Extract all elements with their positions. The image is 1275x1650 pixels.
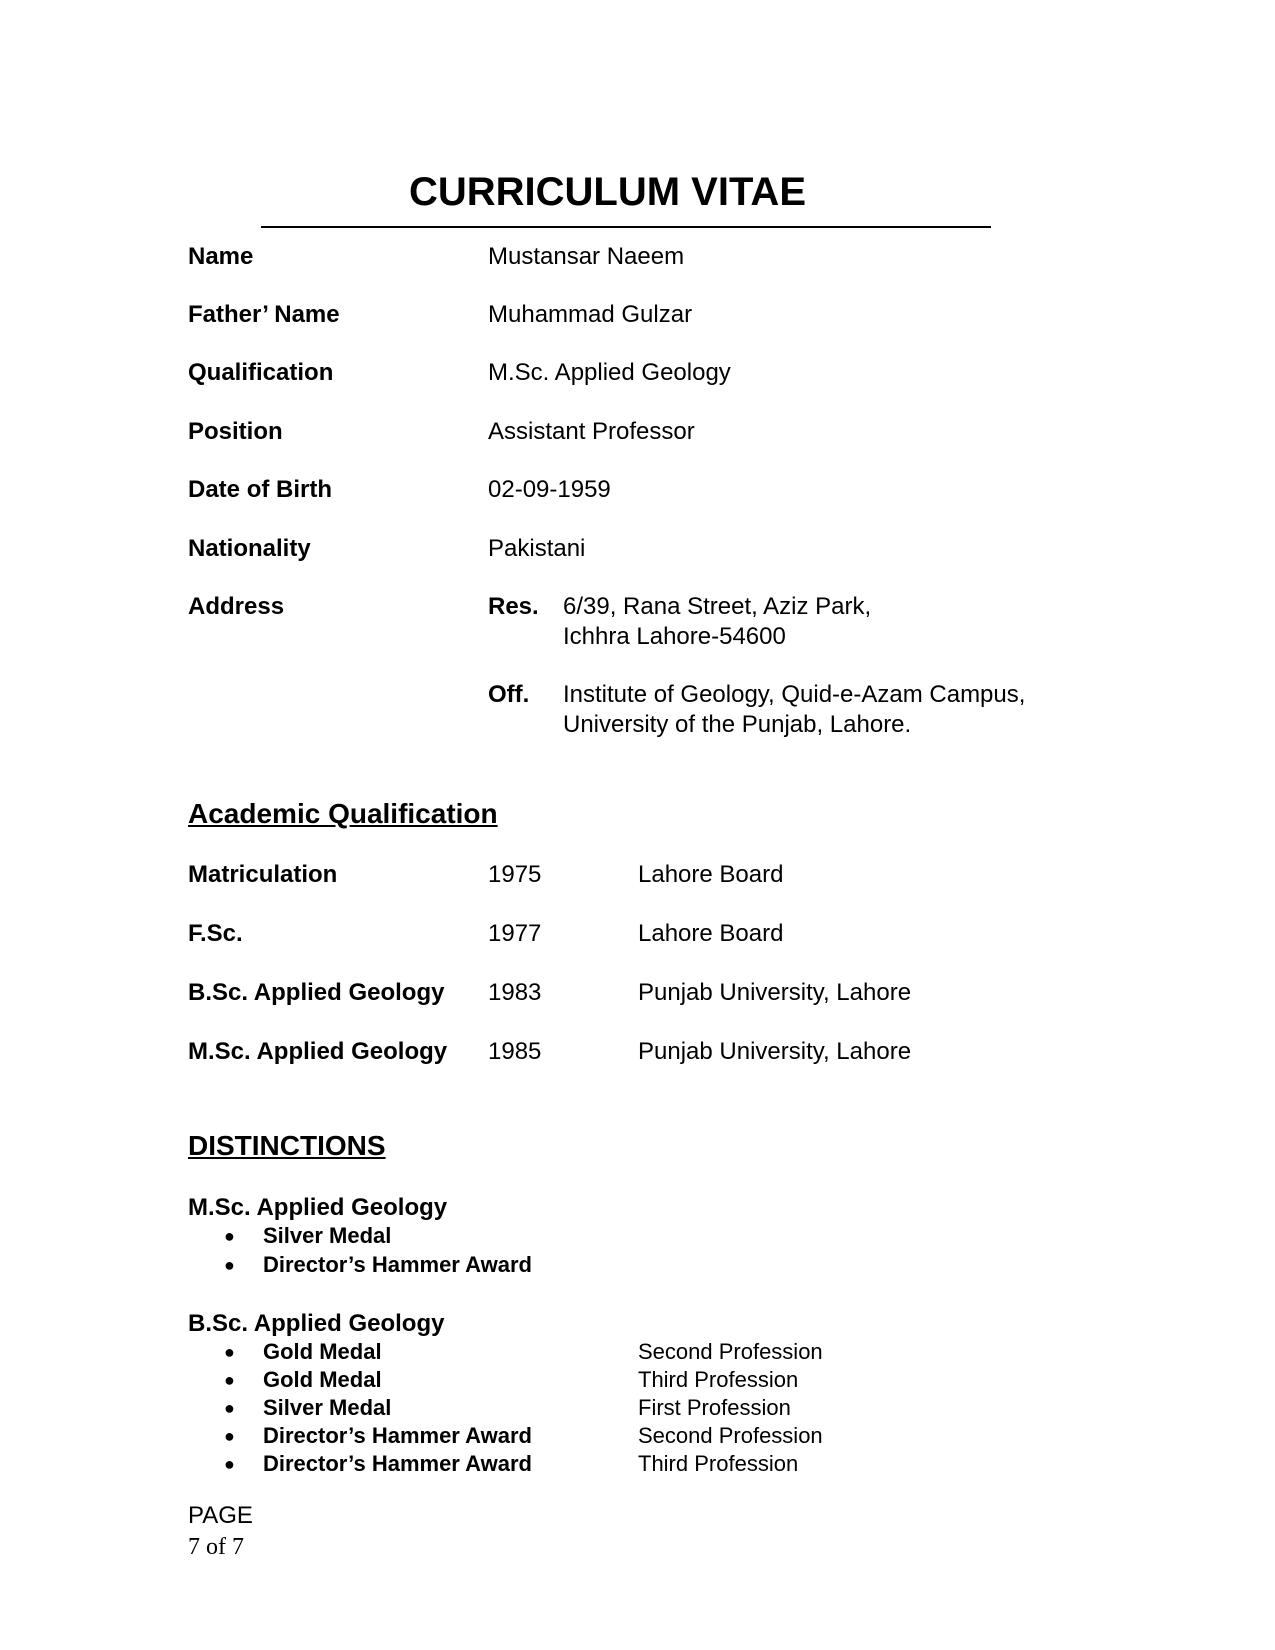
award-item: Director’s Hammer Award: [263, 1423, 532, 1448]
footer-page-number: 7 of 7: [188, 1534, 244, 1560]
bullet-icon: ●: [224, 1342, 235, 1362]
award-item: Director’s Hammer Award: [263, 1451, 532, 1476]
nationality-label: Nationality: [188, 535, 311, 562]
title-underline: [261, 226, 991, 228]
bullet-icon: ●: [224, 1255, 235, 1275]
dob-value: 02-09-1959: [488, 476, 611, 503]
qualification-value: M.Sc. Applied Geology: [488, 359, 731, 386]
office-line-1: Institute of Geology, Quid-e-Azam Campus,: [563, 681, 1026, 708]
board-cell: Punjab University, Lahore: [638, 979, 912, 1006]
msc-subheading: M.Sc. Applied Geology: [188, 1194, 448, 1221]
award-note: Second Profession: [638, 1339, 823, 1364]
board-cell: Lahore Board: [638, 920, 784, 947]
bullet-icon: ●: [224, 1398, 235, 1418]
award-note: First Profession: [638, 1395, 791, 1420]
qualification-label: Qualification: [188, 359, 334, 386]
position-label: Position: [188, 418, 283, 445]
name-label: Name: [188, 243, 254, 270]
distinctions-heading: DISTINCTIONS: [188, 1130, 386, 1161]
award-note: Second Profession: [638, 1423, 823, 1448]
academic-heading: Academic Qualification: [188, 798, 498, 829]
year-cell: 1977: [488, 920, 542, 947]
father-name-value: Muhammad Gulzar: [488, 301, 693, 328]
bullet-icon: ●: [224, 1226, 235, 1246]
degree-cell: B.Sc. Applied Geology: [188, 979, 445, 1006]
award-note: Third Profession: [638, 1451, 799, 1476]
award-note: Third Profession: [638, 1367, 799, 1392]
dob-label: Date of Birth: [188, 476, 332, 503]
position-value: Assistant Professor: [488, 418, 695, 445]
degree-cell: Matriculation: [188, 861, 338, 888]
year-cell: 1983: [488, 979, 542, 1006]
address-label: Address: [188, 593, 285, 620]
bullet-icon: ●: [224, 1454, 235, 1474]
father-name-label: Father’ Name: [188, 301, 340, 328]
bsc-subheading: B.Sc. Applied Geology: [188, 1310, 445, 1337]
year-cell: 1975: [488, 861, 542, 888]
nationality-value: Pakistani: [488, 535, 586, 562]
board-cell: Punjab University, Lahore: [638, 1038, 912, 1065]
page-title: CURRICULUM VITAE: [408, 170, 806, 214]
award-item: Gold Medal: [263, 1339, 382, 1364]
office-label: Off.: [488, 681, 530, 708]
degree-cell: M.Sc. Applied Geology: [188, 1038, 448, 1065]
year-cell: 1985: [488, 1038, 542, 1065]
award-item: Director’s Hammer Award: [263, 1252, 532, 1277]
award-item: Gold Medal: [263, 1367, 382, 1392]
name-value: Mustansar Naeem: [488, 243, 685, 270]
residence-line-1: 6/39, Rana Street, Aziz Park,: [563, 593, 872, 620]
bullet-icon: ●: [224, 1370, 235, 1390]
footer-page-label: PAGE: [188, 1502, 253, 1529]
board-cell: Lahore Board: [638, 861, 784, 888]
office-line-2: University of the Punjab, Lahore.: [563, 711, 912, 738]
residence-line-2: Ichhra Lahore-54600: [563, 623, 786, 650]
award-item: Silver Medal: [263, 1223, 392, 1248]
award-item: Silver Medal: [263, 1395, 392, 1420]
residence-label: Res.: [488, 593, 539, 620]
bullet-icon: ●: [224, 1426, 235, 1446]
degree-cell: F.Sc.: [188, 920, 243, 947]
